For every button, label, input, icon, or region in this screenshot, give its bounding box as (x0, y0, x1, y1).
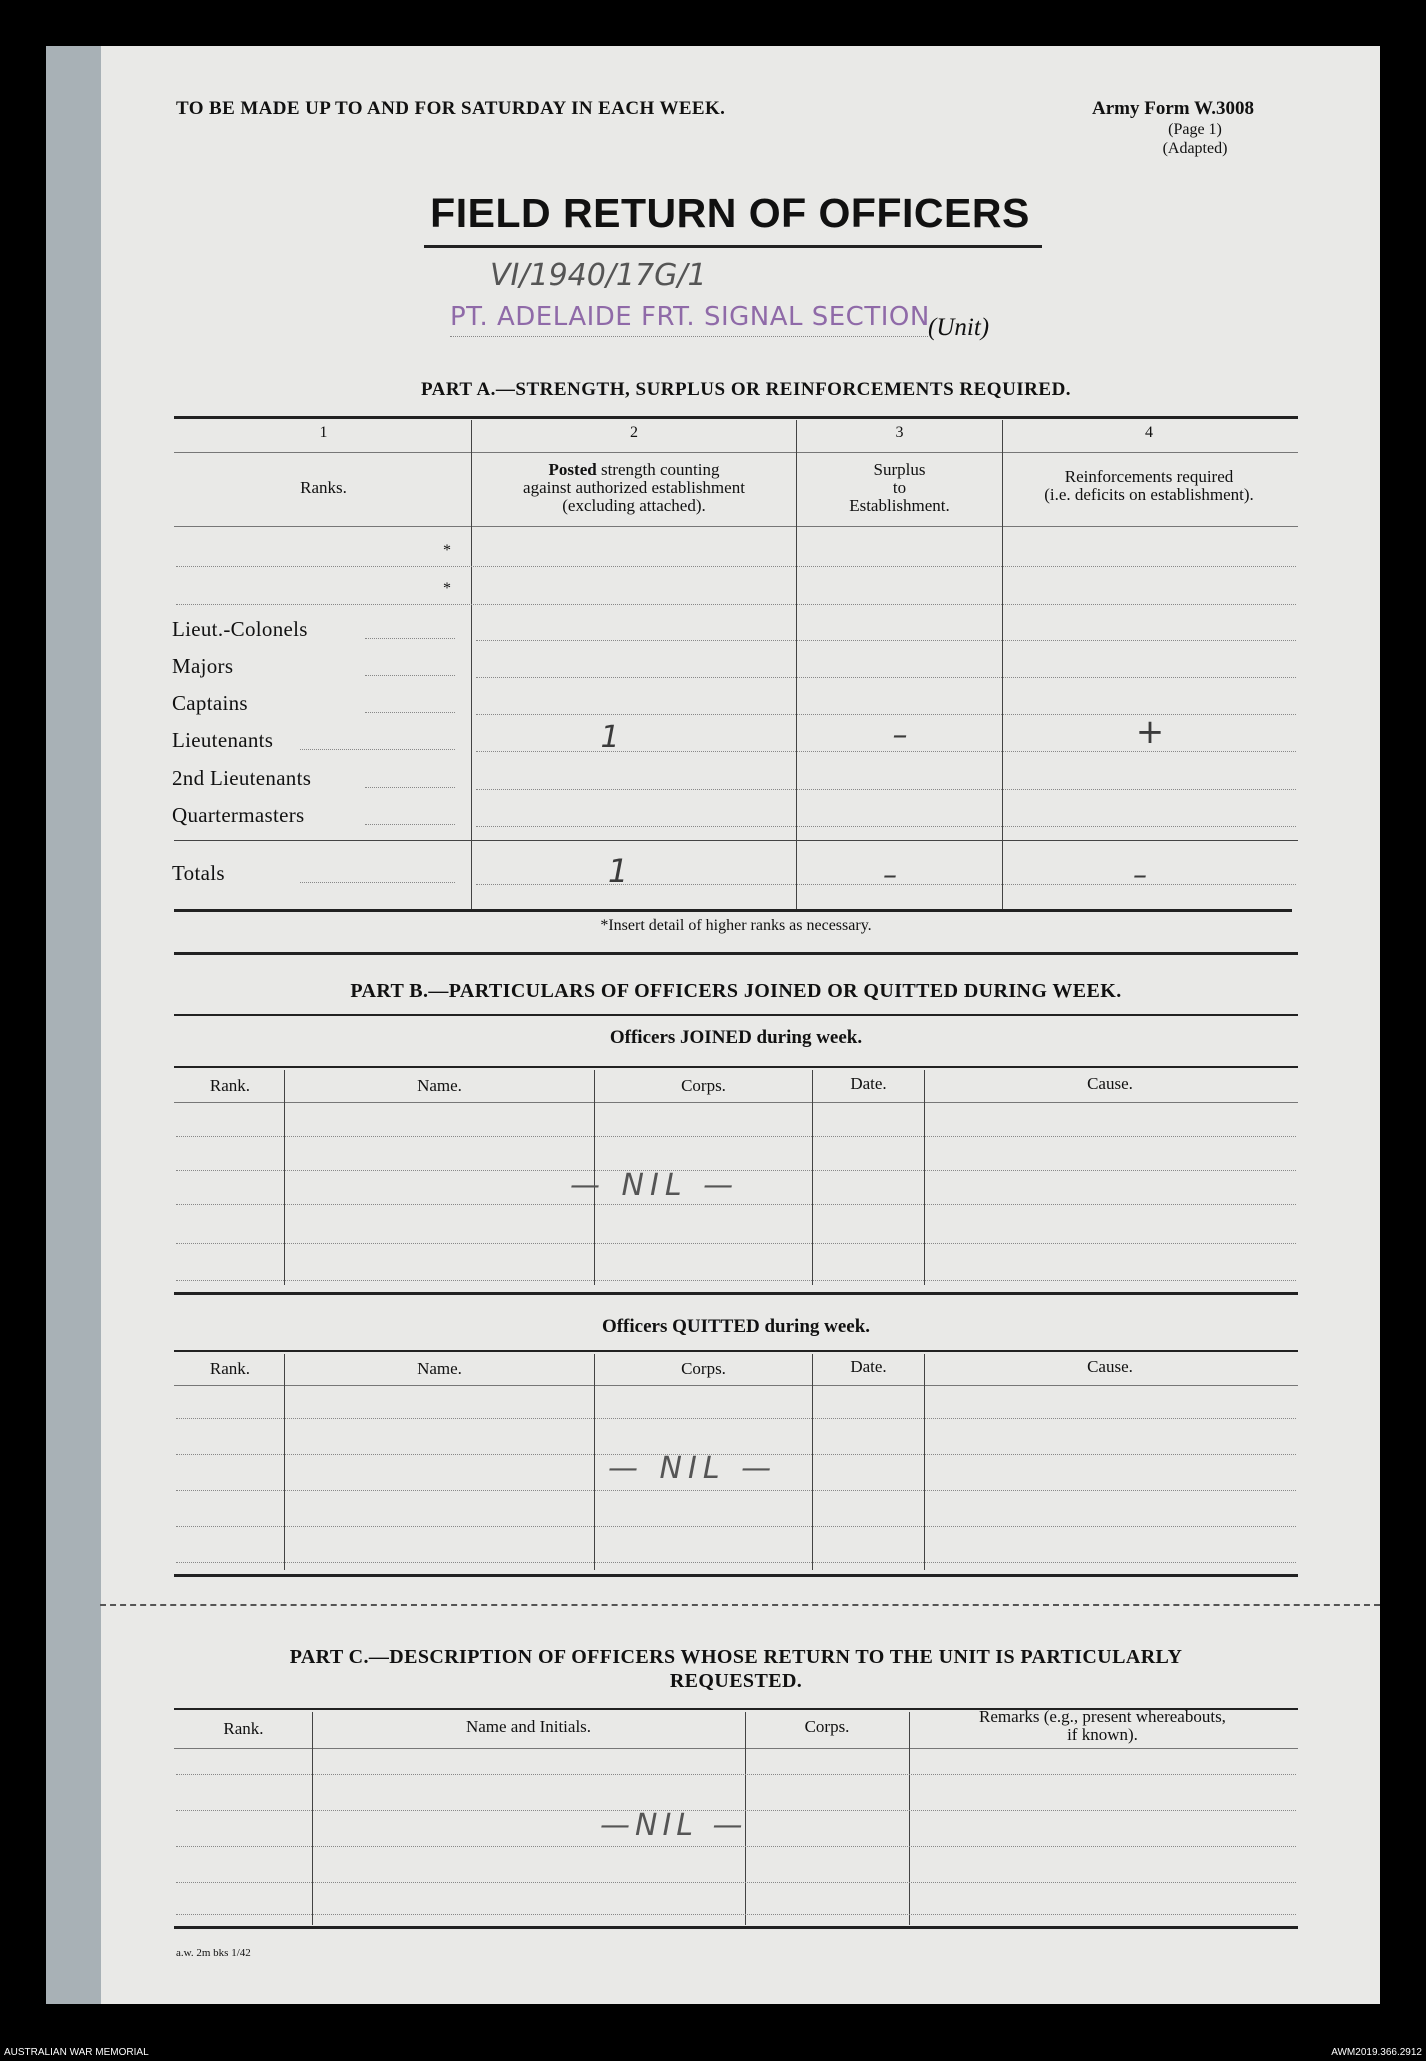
col-number-1: 1 (319, 424, 328, 441)
part-c-row-4 (176, 1882, 1296, 1883)
quitted-col-name: Name. (417, 1359, 462, 1378)
joined-bottom-rule (174, 1292, 1298, 1295)
row-line-4 (476, 751, 1296, 752)
part-c-remarks-line2: if known). (1067, 1725, 1138, 1744)
joined-col-cause: Cause. (1087, 1074, 1133, 1093)
leader-2 (365, 675, 455, 676)
quitted-col-corps: Corps. (681, 1359, 726, 1378)
quitted-divider-1 (284, 1354, 285, 1570)
totals-surplus: – (883, 858, 897, 891)
quitted-divider-2 (594, 1354, 595, 1570)
joined-col-name: Name. (417, 1076, 462, 1095)
joined-divider-1 (284, 1070, 285, 1285)
unit-label: (Unit) (928, 314, 990, 341)
quitted-nil-entry: — NIL — (608, 1451, 778, 1486)
posted-header-line1: strength counting (600, 460, 720, 479)
star-row-1-line (176, 566, 1296, 567)
quitted-top-rule (174, 1350, 1298, 1352)
page-number: (Page 1) (1168, 121, 1222, 138)
totals-reinforcements: – (1133, 858, 1147, 891)
part-b-heading: PART B.—PARTICULARS OF OFFICERS JOINED OR QUITTED DURING WEEK. (350, 980, 1122, 1002)
page-edge-strip (46, 46, 101, 2004)
reinforcements-header (1003, 468, 1295, 504)
joined-row-3 (176, 1204, 1296, 1205)
ranks-header: Ranks. (300, 478, 347, 497)
rank-label-majors: Majors (172, 654, 234, 678)
row-line-6 (476, 826, 1296, 827)
form-number: Army Form W.3008 (1092, 98, 1255, 119)
star-row-2-line (176, 604, 1296, 605)
leader-4 (300, 749, 455, 750)
totals-posted: 1 (607, 852, 629, 890)
totals-top-rule (174, 840, 1298, 841)
star-row-2: * (443, 580, 451, 597)
header-bottom-rule (174, 526, 1298, 527)
part-c-row-3 (176, 1846, 1296, 1847)
part-c-row-5 (176, 1914, 1296, 1915)
part-a-bottom-rule (174, 909, 1292, 912)
quitted-row-3 (176, 1490, 1296, 1491)
part-c-row-1 (176, 1774, 1296, 1775)
row-line-1 (476, 640, 1296, 641)
leader-6 (365, 824, 455, 825)
title-underline (424, 245, 1042, 248)
row-line-2 (476, 677, 1296, 678)
quitted-row-1 (176, 1418, 1296, 1419)
row-line-3 (476, 714, 1296, 715)
part-c-col-remarks (910, 1708, 1295, 1744)
reinforcements-header-line1: Reinforcements required (1064, 467, 1234, 486)
joined-row-1 (176, 1136, 1296, 1137)
print-code: a.w. 2m bks 1/42 (176, 1947, 251, 1959)
archive-caption-right: AWM2019.366.2912 (1331, 2047, 1422, 2058)
part-c-bottom-rule (174, 1926, 1298, 1929)
joined-row-5 (176, 1280, 1296, 1281)
instruction-text: TO BE MADE UP TO AND FOR SATURDAY IN EACH WEEK. (176, 98, 726, 119)
col-number-2: 2 (630, 424, 638, 441)
posted-header-line3: (excluding attached). (562, 496, 706, 515)
quitted-row-5 (176, 1562, 1296, 1563)
joined-top-rule (174, 1066, 1298, 1068)
joined-divider-4 (924, 1070, 925, 1285)
part-a-heading: PART A.—STRENGTH, SURPLUS OR REINFORCEMENTS REQUIRED. (420, 379, 1072, 400)
surplus-header-line1: Surplus (873, 460, 926, 479)
surplus-header-line3: Establishment. (849, 496, 950, 515)
joined-header-rule (174, 1102, 1298, 1103)
quitted-bottom-rule (174, 1574, 1298, 1577)
part-c-col-name: Name and Initials. (465, 1717, 592, 1736)
rank-label-lieutenants: Lieutenants (172, 728, 274, 752)
part-b-top-rule (174, 952, 1298, 955)
totals-label: Totals (172, 861, 225, 885)
part-a-divider-1 (471, 420, 472, 910)
quitted-col-cause: Cause. (1087, 1357, 1133, 1376)
leader-3 (365, 712, 455, 713)
rank-label-2nd-lieutenants: 2nd Lieutenants (172, 766, 312, 790)
star-row-1: * (443, 542, 451, 559)
quitted-divider-4 (924, 1354, 925, 1570)
totals-line (476, 884, 1296, 885)
page-title: FIELD RETURN OF OFFICERS (430, 190, 1030, 236)
row-line-5 (476, 789, 1296, 790)
rank-label-quartermasters: Quartermasters (172, 803, 305, 827)
part-c-remarks-line1: Remarks (e.g., present whereabouts, (979, 1707, 1226, 1726)
joined-divider-3 (812, 1070, 813, 1285)
joined-col-date: Date. (850, 1074, 887, 1093)
leader-5 (365, 787, 455, 788)
totals-leader (300, 882, 455, 883)
part-a-top-rule (174, 416, 1298, 419)
part-b-heading-rule (174, 1014, 1298, 1016)
reinforcements-lieutenants: + (1135, 712, 1165, 752)
posted-lieutenants: 1 (600, 720, 620, 755)
joined-col-corps: Corps. (681, 1076, 726, 1095)
quitted-col-date: Date. (850, 1357, 887, 1376)
part-c-header-rule (174, 1748, 1298, 1749)
reinforcements-header-line2: (i.e. deficits on establishment). (1044, 485, 1254, 504)
part-c-heading-line2: REQUESTED. (669, 1670, 803, 1692)
rank-label-captains: Captains (172, 691, 248, 715)
surplus-header-line2: to (892, 478, 907, 497)
part-c-col-rank: Rank. (223, 1719, 264, 1738)
quitted-divider-3 (812, 1354, 813, 1570)
part-c-divider-3 (909, 1712, 910, 1925)
part-c-heading-line1: PART C.—DESCRIPTION OF OFFICERS WHOSE RETURN TO THE UNIT IS PARTICULARLY (289, 1646, 1183, 1668)
quitted-col-rank: Rank. (209, 1359, 251, 1378)
col-number-4: 4 (1145, 424, 1153, 441)
unit-fill-line (450, 336, 928, 337)
col-number-3: 3 (895, 424, 904, 441)
col-number-rule (174, 452, 1298, 453)
posted-header (472, 461, 796, 515)
joined-title: Officers JOINED during week. (609, 1027, 863, 1048)
leader-1 (365, 638, 455, 639)
surplus-header (797, 461, 1002, 515)
joined-row-4 (176, 1243, 1296, 1244)
part-c-col-corps: Corps. (804, 1717, 850, 1736)
part-c-heading (176, 1645, 1296, 1693)
rank-label-lieut-colonels: Lieut.-Colonels (172, 617, 308, 641)
part-a-divider-2 (796, 420, 797, 910)
part-a-divider-3 (1002, 420, 1003, 910)
archive-caption-left: AUSTRALIAN WAR MEMORIAL (4, 2047, 149, 2058)
quitted-row-4 (176, 1526, 1296, 1527)
surplus-lieutenants: – (892, 718, 908, 753)
footnote: *Insert detail of higher ranks as necessary. (600, 917, 872, 934)
quitted-header-rule (174, 1385, 1298, 1386)
quitted-title: Officers QUITTED during week. (601, 1316, 871, 1337)
file-reference: VI/1940/17G/1 (490, 258, 707, 293)
perforation-line (100, 1604, 1380, 1606)
joined-col-rank: Rank. (209, 1076, 251, 1095)
adapted-note: (Adapted) (1162, 140, 1228, 157)
part-c-nil-entry: —NIL — (600, 1808, 748, 1843)
unit-stamp: PT. ADELAIDE FRT. SIGNAL SECTION (450, 302, 930, 332)
part-c-divider-1 (312, 1712, 313, 1925)
posted-header-bold: Posted (548, 460, 597, 479)
joined-nil-entry: — NIL — (570, 1168, 740, 1203)
posted-header-line2: against authorized establishment (523, 478, 745, 497)
